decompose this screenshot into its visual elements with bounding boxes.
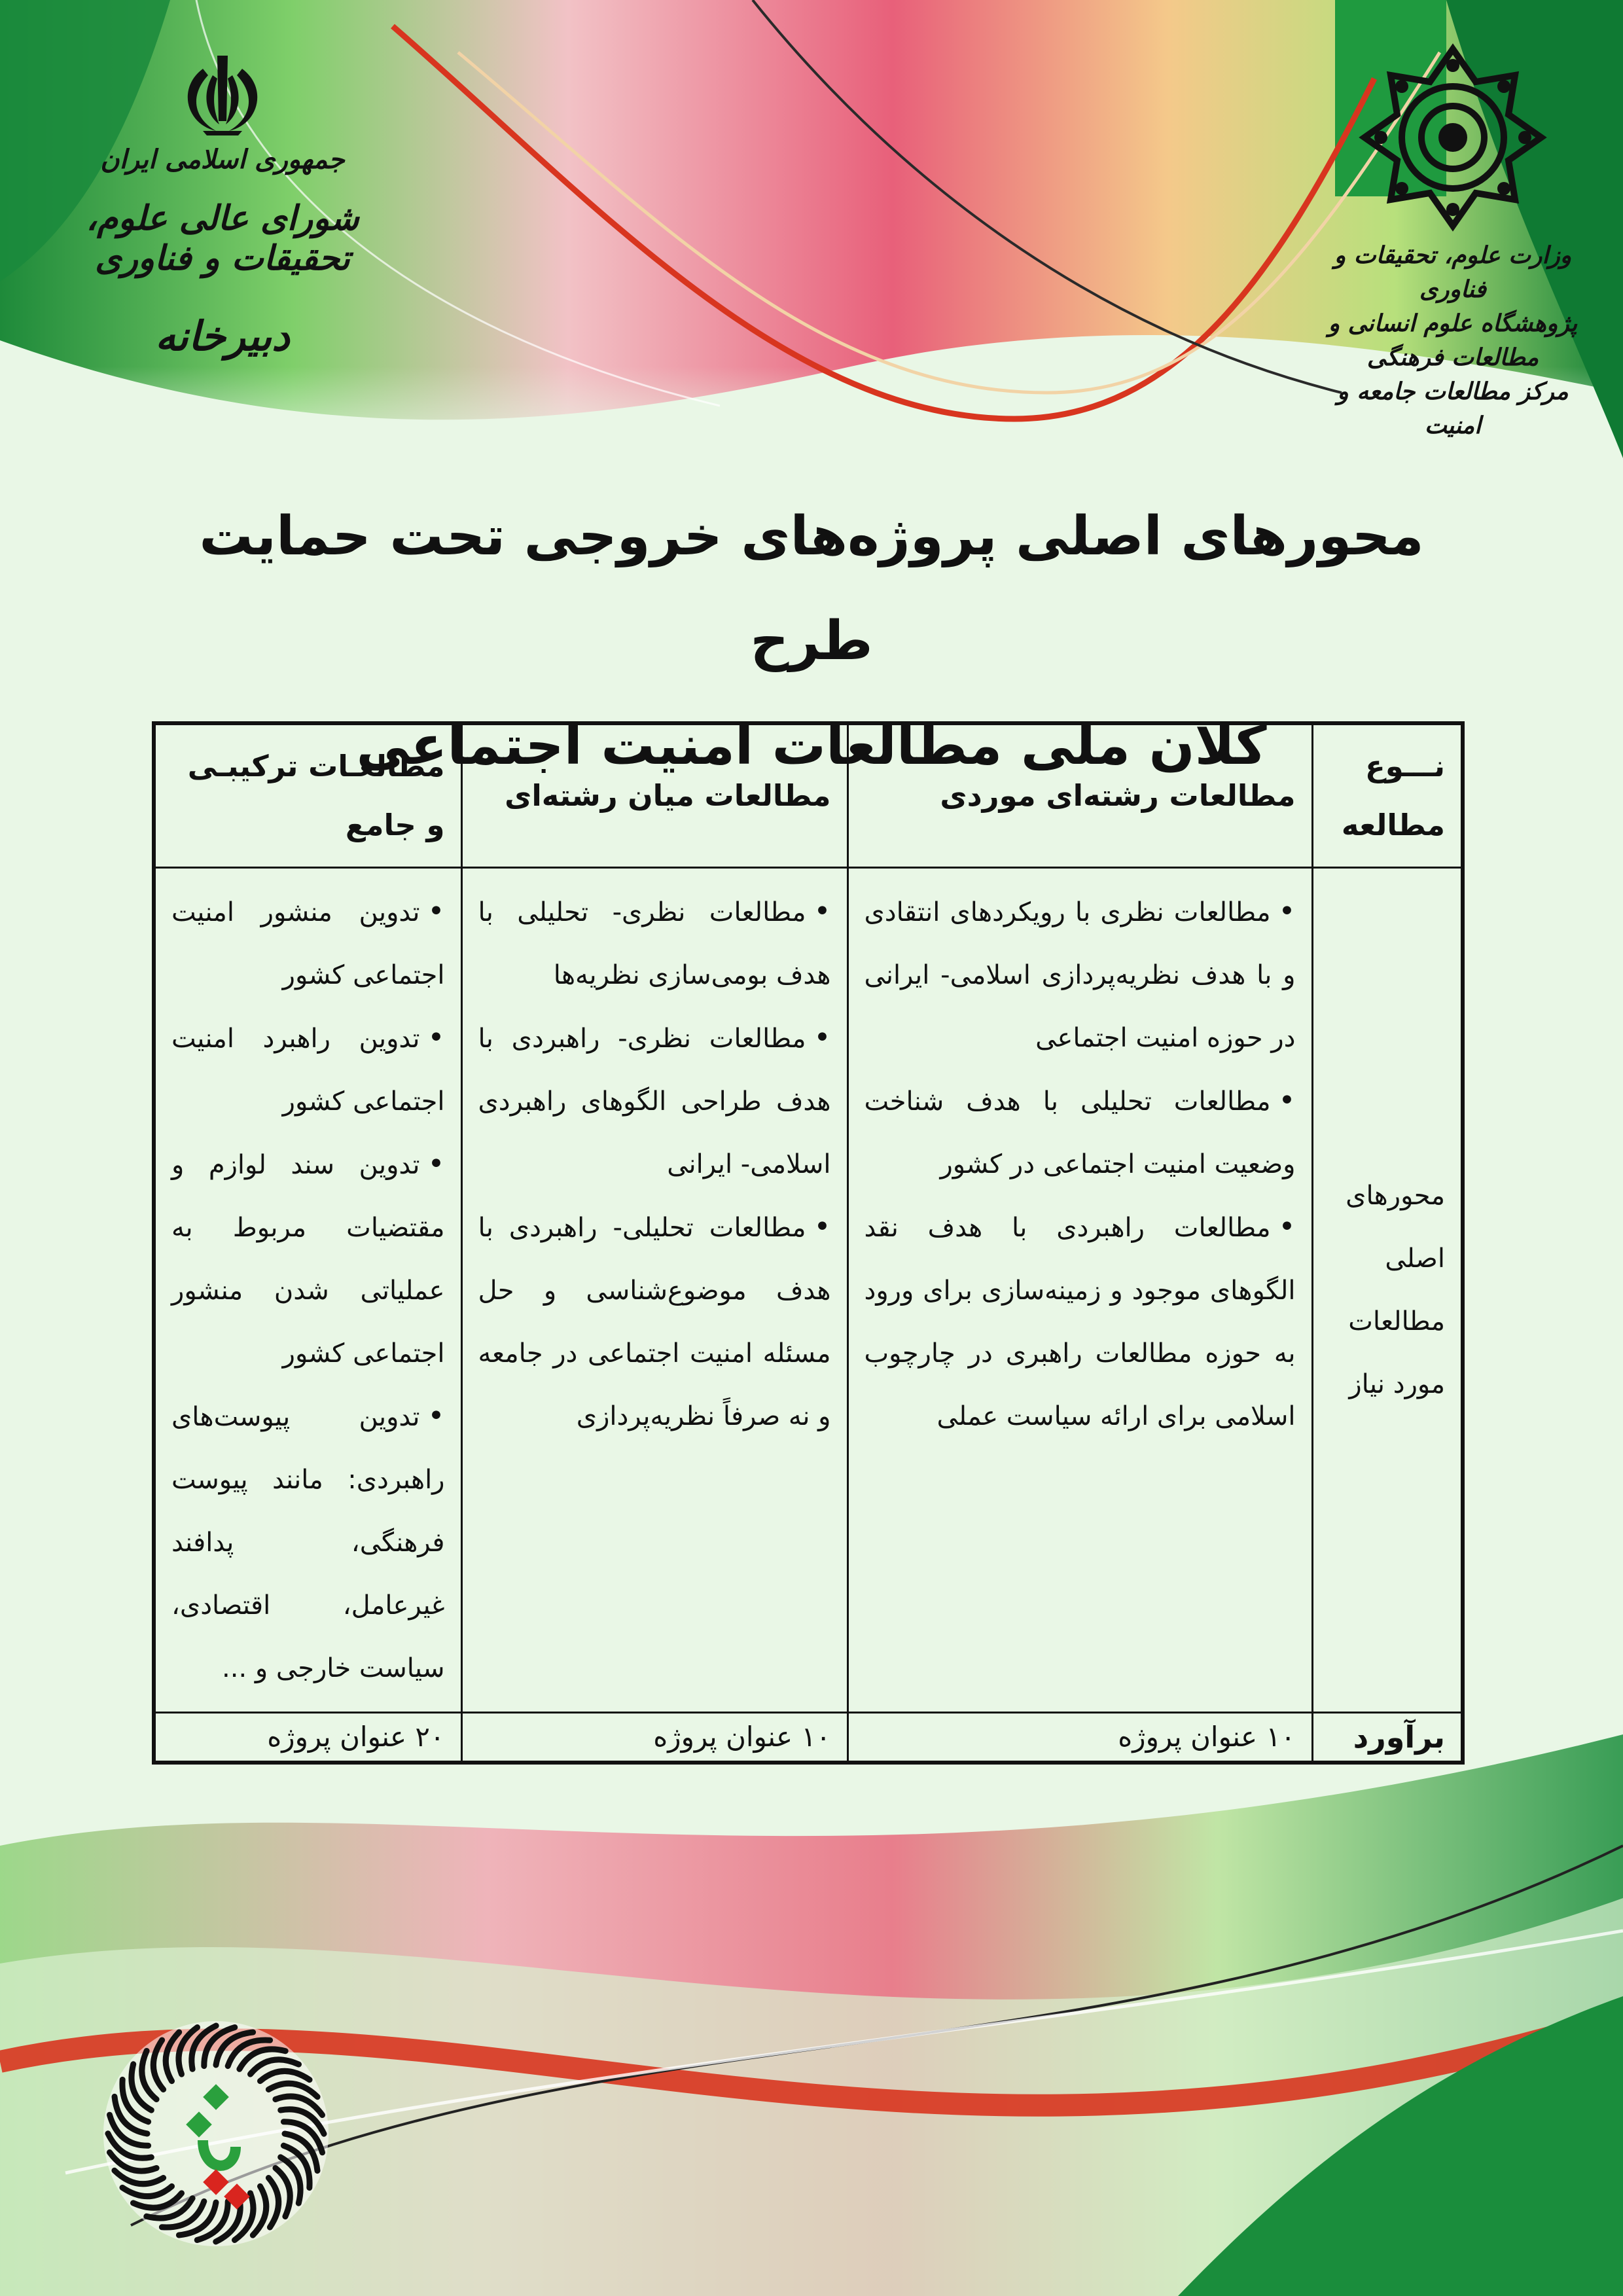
table-header-row (154, 723, 1463, 868)
bottom-logo (98, 2016, 334, 2251)
council-name: شورای عالی علوم، تحقیقات و فناوری (86, 198, 359, 278)
header-type-cell: نـــوع مطالعه (1312, 723, 1463, 868)
secretariat-label: دبیرخانه (155, 312, 290, 360)
institute-caption-line: مرکز مطالعات جامعه و امنیت (1337, 378, 1569, 439)
estimate-cell: ۲۰ عنوان پروژه (154, 1713, 461, 1763)
title-line-2: کلان ملی مطالعات امنیت اجتماعی (356, 715, 1267, 777)
estimate-cell: ۱۰ عنوان پروژه (847, 1713, 1312, 1763)
list-item: • مطالعات نظری با رویکردهای انتقادی و با هدف نظریه‌پردازی اسلامی- ایرانی در حوزه امنیت اجتماعی (865, 880, 1296, 1069)
table-cell (154, 868, 461, 1713)
header-cell: مطالعات میان رشته‌ای (461, 723, 847, 868)
country-name: جمهوری اسلامی ایران (100, 144, 345, 175)
research-institute-logo (1315, 39, 1590, 439)
table-row (154, 1713, 1463, 1763)
list-item: • مطالعات نظری- راهبردی با هدف طراحی الگوهای راهبردی اسلامی- ایرانی (478, 1007, 831, 1196)
list-item: • مطالعات تحلیلی- راهبردی با هدف موضوع‌شناسی و حل مسئله امنیت اجتماعی در جامعه و نه صرفاً نظریه‌پردازی (478, 1196, 831, 1448)
table-cell (847, 868, 1312, 1713)
research-institute-emblem-icon (1355, 39, 1551, 236)
estimate-cell: ۱۰ عنوان پروژه (461, 1713, 847, 1763)
header-cell: مطالعات رشته‌ای موردی (847, 723, 1312, 868)
spiral-emblem-icon (98, 2016, 334, 2251)
list-item: • مطالعات نظری- تحلیلی با هدف بومی‌سازی نظریه‌ها (478, 880, 831, 1007)
council-logo (46, 52, 399, 419)
list-item: • مطالعات راهبردی با هدف نقد الگوهای موجود و زمینه‌سازی برای ورود به حوزه مطالعات راهبری در چارچوب اسلامی برای ارائه سیاست عملی (865, 1196, 1296, 1448)
list-item: • تدوین منشور امنیت اجتماعی کشور (171, 880, 445, 1007)
estimate-label-cell: برآورد (1312, 1713, 1463, 1763)
institute-caption-line: وزارت علوم، تحقیقات و فناوری (1334, 242, 1572, 303)
list-item: • تدوین سند لوازم و مقتضیات مربوط به عملیاتی شدن منشور اجتماعی کشور (171, 1133, 445, 1385)
iran-emblem-icon (173, 52, 272, 137)
list-item: • تدوین پیوست‌های راهبردی: مانند پیوست فرهنگی، پدافند غیرعامل، اقتصادی، سیاست خارجی و ... (171, 1385, 445, 1700)
study-axes-table (152, 721, 1465, 1765)
list-item: • تدوین راهبرد امنیت اجتماعی کشور (171, 1007, 445, 1133)
header-cell: مطالعـات ترکیبـی و جامع (154, 723, 461, 868)
row-label-cell: محورهای اصلی مطالعات مورد نیاز (1312, 868, 1463, 1713)
title-line-1: محورهای اصلی پروژه‌های خروجی تحت حمایت طرح (199, 505, 1424, 672)
institute-caption-line: پژوهشگاه علوم انسانی و مطالعات فرهنگی (1328, 310, 1578, 371)
table-cell (461, 868, 847, 1713)
table-row (154, 868, 1463, 1713)
list-item: • مطالعات تحلیلی با هدف شناخت وضعیت امنیت اجتماعی در کشور (865, 1069, 1296, 1196)
